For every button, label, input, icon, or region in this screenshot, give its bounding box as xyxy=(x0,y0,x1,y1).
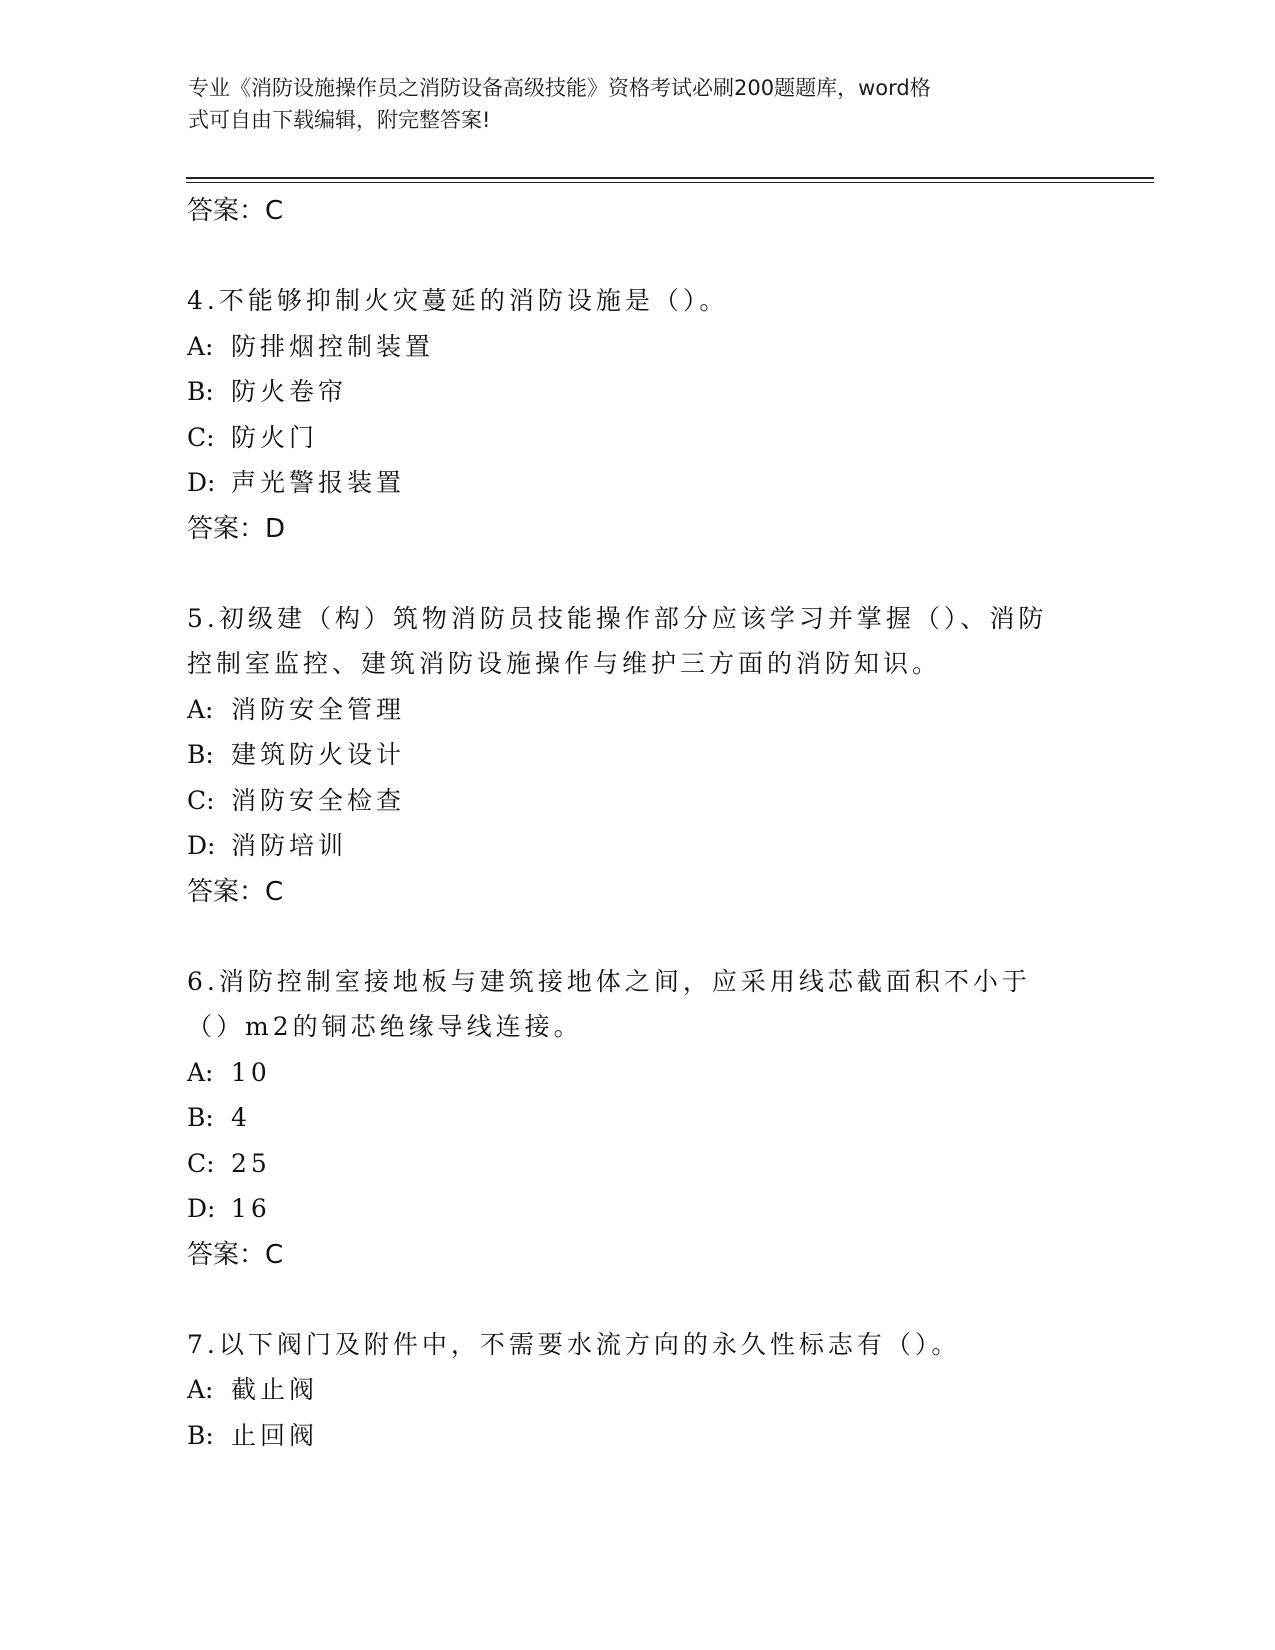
option-letter: D: xyxy=(187,831,216,860)
header-rule-thick xyxy=(186,177,1154,179)
option-b xyxy=(187,369,1087,415)
option-text: 防火门 xyxy=(231,422,319,452)
option-letter: D: xyxy=(187,1194,216,1223)
option-letter: A: xyxy=(187,1375,214,1404)
answer: 答案：C xyxy=(187,876,284,907)
option-b xyxy=(187,1413,1087,1459)
option-a xyxy=(187,687,1087,733)
option-letter: A: xyxy=(187,694,214,724)
option-letter: D: xyxy=(187,468,216,497)
answer-previous: 答案：C xyxy=(187,196,284,226)
option-letter: B: xyxy=(187,1420,214,1450)
option-text: 4 xyxy=(231,1103,251,1132)
option-letter: A: xyxy=(187,1057,214,1087)
option-c xyxy=(187,415,1087,461)
option-text: 消防安全管理 xyxy=(231,694,406,724)
option-text: 16 xyxy=(231,1194,271,1223)
option-letter: B: xyxy=(187,740,214,769)
answer: 答案：C xyxy=(187,1239,284,1270)
option-b xyxy=(187,1095,1087,1141)
header-line-1: 专业《消防设施操作员之消防设备高级技能》资格考试必刷200题题库，word格 xyxy=(188,76,931,100)
option-letter: C: xyxy=(187,785,215,815)
question-text: 5.初级建（构）筑物消防员技能操作部分应该学习并掌握（）、消防控制室监控、建筑消防设施操作与维护三方面的消防知识。 xyxy=(187,603,1048,678)
header-line-2: 式可自由下载编辑，附完整答案! xyxy=(188,108,491,132)
option-text: 防火卷帘 xyxy=(231,377,348,406)
option-text: 消防培训 xyxy=(231,831,348,860)
option-c xyxy=(187,1141,1087,1187)
option-text: 10 xyxy=(231,1057,271,1087)
option-text: 25 xyxy=(231,1148,271,1178)
option-text: 消防安全检查 xyxy=(231,785,406,815)
option-letter: A: xyxy=(187,331,214,361)
header-rule-thin xyxy=(186,182,1154,183)
option-a xyxy=(187,1367,1087,1413)
option-text: 截止阀 xyxy=(231,1375,319,1404)
document-header xyxy=(188,72,1068,136)
option-a xyxy=(187,324,1087,370)
option-text: 防排烟控制装置 xyxy=(231,331,435,361)
option-letter: C: xyxy=(187,422,215,452)
option-c xyxy=(187,778,1087,824)
option-letter: B: xyxy=(187,1103,214,1132)
question-text: 7.以下阀门及附件中，不需要水流方向的永久性标志有（）。 xyxy=(187,1329,961,1359)
option-text: 建筑防火设计 xyxy=(231,740,406,769)
option-a xyxy=(187,1050,1087,1096)
option-text: 止回阀 xyxy=(231,1420,319,1450)
answer: 答案：D xyxy=(187,513,286,544)
option-letter: B: xyxy=(187,377,214,406)
option-d xyxy=(187,460,1087,506)
option-d xyxy=(187,823,1087,869)
question-text: 4.不能够抑制火灾蔓延的消防设施是（）。 xyxy=(187,286,729,315)
option-b xyxy=(187,732,1087,778)
option-letter: C: xyxy=(187,1148,215,1178)
option-text: 声光警报装置 xyxy=(231,468,406,497)
option-d xyxy=(187,1186,1087,1232)
question-text: 6.消防控制室接地板与建筑接地体之间，应采用线芯截面积不小于（）m2的铜芯绝缘导线连接。 xyxy=(187,966,1031,1041)
question-list xyxy=(187,188,1087,1458)
